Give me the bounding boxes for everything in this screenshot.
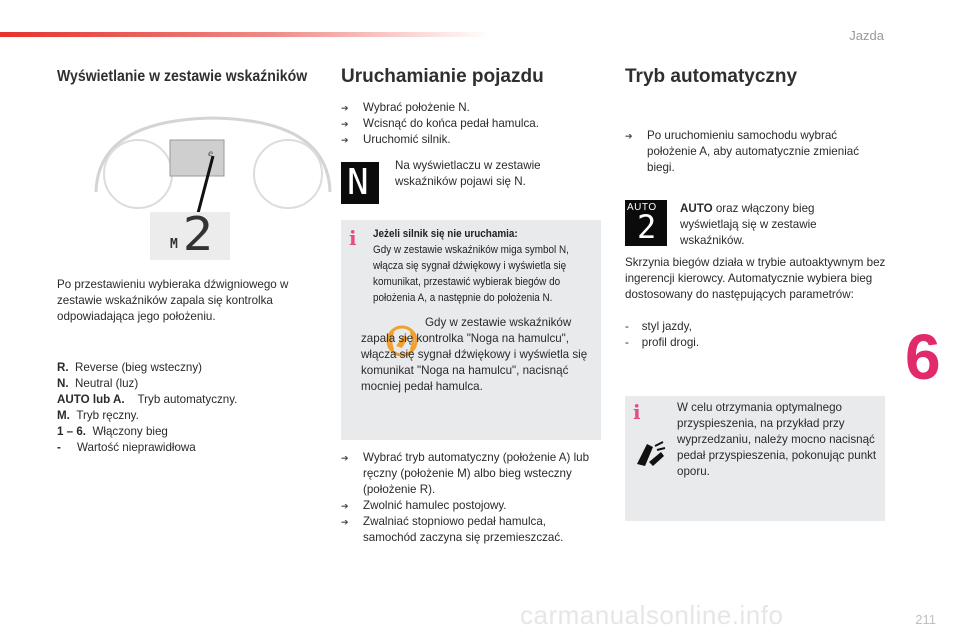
code-key: R. <box>57 361 69 374</box>
col1-title: Wyświetlanie w zestawie wskaźników <box>57 68 308 85</box>
watermark: carmanualsonline.info <box>520 600 784 630</box>
code-desc: Reverse (bieg wsteczny) <box>75 361 202 374</box>
dash-gear-letter: M <box>170 237 178 252</box>
code-row <box>57 392 297 408</box>
info-icon: i <box>633 400 641 424</box>
chapter-number: 6 <box>905 321 941 393</box>
list-item: - styl jazdy, <box>625 320 692 333</box>
auto-indicator-gear: 2 <box>637 208 657 246</box>
code-desc: Wartość nieprawidłowa <box>76 441 196 454</box>
tip-text: W celu otrzymania optymalnego przyspieszenia, na przykład przy wyprzedzaniu, należy mocno nacisnąć pedał przyspieszenia, pokonując punkt oporu. <box>677 401 877 478</box>
code-key: AUTO lub A. <box>57 393 125 406</box>
start-steps-list <box>341 100 591 148</box>
col3-paragraph: Skrzynia biegów działa w trybie autoaktywnym bez ingerencji kierowcy. Automatycznie wybiera bieg dostosowany do następujących parametrów: <box>625 256 886 301</box>
engine-start-info-box <box>341 220 601 440</box>
acceleration-tip-box <box>625 396 885 521</box>
auto-steps-list <box>625 128 870 176</box>
code-key: 1 – 6. <box>57 425 87 438</box>
list-item: ➔ Zwalniać stopniowo pedał hamulca, samochód zaczyna się przemieszczać. <box>341 514 596 546</box>
code-row <box>57 440 297 456</box>
code-row <box>57 408 297 424</box>
list-item: ➔ Zwolnić hamulec postojowy. <box>341 498 596 514</box>
auto-mode-indicator-icon <box>625 200 667 246</box>
auto-indicator-label: AUTO <box>627 202 657 213</box>
params-list <box>625 319 875 351</box>
code-key: N. <box>57 377 69 390</box>
auto-indicator-text <box>680 201 870 249</box>
dash-gear-num: 2 <box>182 207 214 261</box>
list-item: ➔ Wcisnąć do końca pedał hamulca. <box>341 116 591 132</box>
auto-text: oraz włączony bieg wyświetlają się w zestawie wskaźników. <box>680 202 817 247</box>
code-desc: Tryb ręczny. <box>76 409 139 422</box>
accelerator-pedal-icon <box>633 438 667 472</box>
info-body: Gdy w zestawie wskaźników miga symbol N, włącza się sygnał dźwiękowy i wyświetla się komunikat, przestawić wybierak biegów do położenia A, a następnie do położenia N. <box>373 244 569 304</box>
svg-text:ⅇ: ⅇ <box>208 149 213 158</box>
code-row <box>57 376 297 392</box>
neutral-indicator-icon <box>341 162 379 204</box>
section-name: Jazda <box>849 28 884 43</box>
neutral-text: Na wyświetlaczu w zestawie wskaźników pojawi się N. <box>395 159 541 188</box>
code-key: M. <box>57 409 70 422</box>
top-color-bar <box>0 32 490 37</box>
list-item: - profil drogi. <box>625 336 700 349</box>
neutral-indicator-letter: N <box>347 162 369 203</box>
gear-codes-list <box>57 360 297 456</box>
code-desc: Neutral (luz) <box>75 377 139 390</box>
list-item: ➔ Uruchomić silnik. <box>341 132 591 148</box>
auto-bold: AUTO <box>680 202 713 215</box>
col2-title: Uruchamianie pojazdu <box>341 66 544 87</box>
col3-title: Tryb automatyczny <box>625 66 798 87</box>
info-title: Jeżeli silnik się nie uruchamia: <box>373 228 518 240</box>
info-icon: i <box>349 226 357 250</box>
dash-gear-readout <box>170 207 232 261</box>
code-row <box>57 424 297 440</box>
code-row <box>57 360 297 376</box>
drive-steps-list <box>341 450 596 546</box>
dashboard-illustration <box>88 112 338 272</box>
list-item: ➔ Po uruchomieniu samochodu wybrać położenie A, aby automatycznie zmieniać biegi. <box>625 128 870 176</box>
code-desc: Włączony bieg <box>92 425 168 438</box>
brake-warning-text: Gdy w zestawie wskaźników zapala się kontrolka "Noga na hamulcu", włącza się sygnał dźwiękowy i wyświetla się komunikat "Noga na hamulcu", nacisnąć mocniej pedał hamulca. <box>361 316 588 393</box>
list-item: ➔ Wybrać położenie N. <box>341 100 591 116</box>
page-number: 211 <box>915 612 936 627</box>
list-item: ➔ Wybrać tryb automatyczny (położenie A) lub ręczny (położenie M) albo bieg wsteczny (położenie R). <box>341 450 596 498</box>
col1-paragraph: Po przestawieniu wybieraka dźwigniowego w zestawie wskaźników zapala się kontrolka odpowiadająca jego położeniu. <box>57 278 289 323</box>
code-desc: Tryb automatyczny. <box>137 393 238 406</box>
code-key: - <box>57 441 61 454</box>
